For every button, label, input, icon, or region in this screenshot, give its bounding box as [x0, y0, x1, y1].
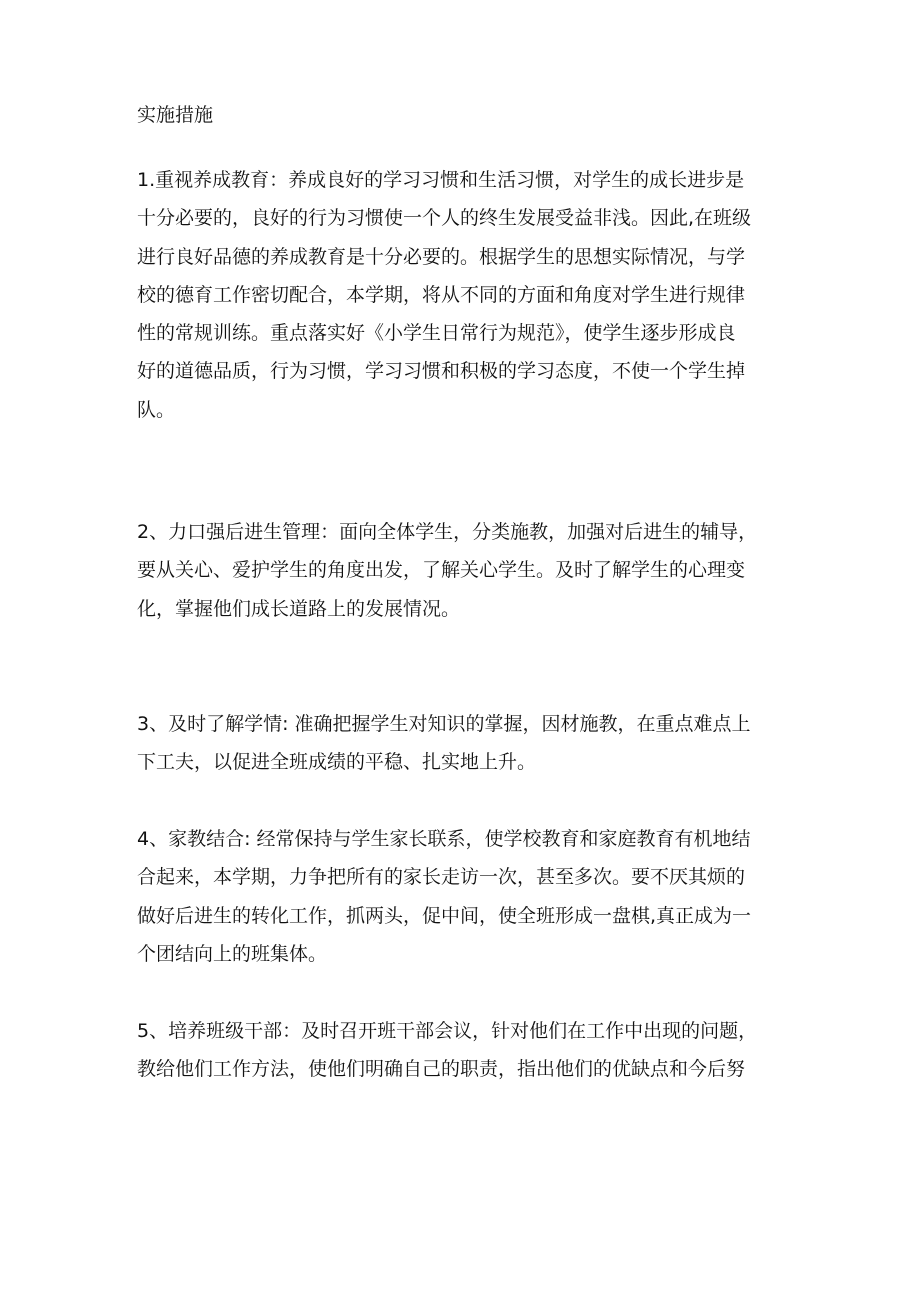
paragraph-line: 5、培养班级干部：及时召开班干部会议，针对他们在工作中出现的问题，	[137, 1020, 758, 1042]
paragraph-line: 十分必要的，良好的行为习惯使一个人的终生发展受益非浅。因此,在班级	[137, 207, 752, 230]
document-heading: 实施措施	[137, 104, 214, 126]
paragraph-line: 要从关心、爱护学生的角度出发，了解关心学生。及时了解学生的心理变	[137, 559, 746, 582]
paragraph-5	[137, 1012, 757, 1089]
paragraph-line: 做好后进生的转化工作，抓两头，促中间，使全班形成一盘棋,真正成为一	[137, 904, 752, 927]
paragraph-line: 3、及时了解学情: 准确把握学生对知识的掌握，因材施教，在重点难点上	[137, 713, 751, 735]
paragraph-line: 队。	[137, 398, 176, 421]
paragraph-3	[137, 705, 751, 782]
paragraph-1	[137, 161, 751, 429]
paragraph-line: 进行良好品德的养成教育是十分必要的。根据学生的思想实际情况，与学	[137, 245, 746, 268]
paragraph-line: 教给他们工作方法，使他们明确自己的职责，指出他们的优缺点和今后努	[137, 1058, 746, 1081]
paragraph-line: 个团结向上的班集体。	[137, 942, 328, 965]
paragraph-line: 1.重视养成教育：养成良好的学习习惯和生活习惯，对学生的成长进步是	[137, 169, 745, 191]
paragraph-line: 性的常规训练。重点落实好《小学生日常行为规范》，使学生逐步形成良	[137, 322, 736, 345]
paragraph-line: 化，掌握他们成长道路上的发展情况。	[137, 597, 461, 620]
paragraph-4	[137, 820, 751, 973]
paragraph-2	[137, 513, 757, 628]
paragraph-line: 校的德育工作密切配合，本学期，将从不同的方面和角度对学生进行规律	[137, 283, 746, 306]
paragraph-line: 2、力口强后进生管理：面向全体学生，分类施教，加强对后进生的辅导，	[137, 521, 758, 543]
paragraph-line: 下工夫，以促进全班成绩的平稳、扎实地上升。	[137, 751, 537, 774]
paragraph-line: 好的道德品质，行为习惯，学习习惯和积极的学习态度，不使一个学生掉	[137, 360, 746, 383]
paragraph-line: 4、家教结合: 经常保持与学生家长联系，使学校教育和家庭教育有机地结	[137, 828, 751, 850]
paragraph-line: 合起来，本学期，力争把所有的家长走访一次，甚至多次。要不厌其烦的	[137, 866, 746, 889]
